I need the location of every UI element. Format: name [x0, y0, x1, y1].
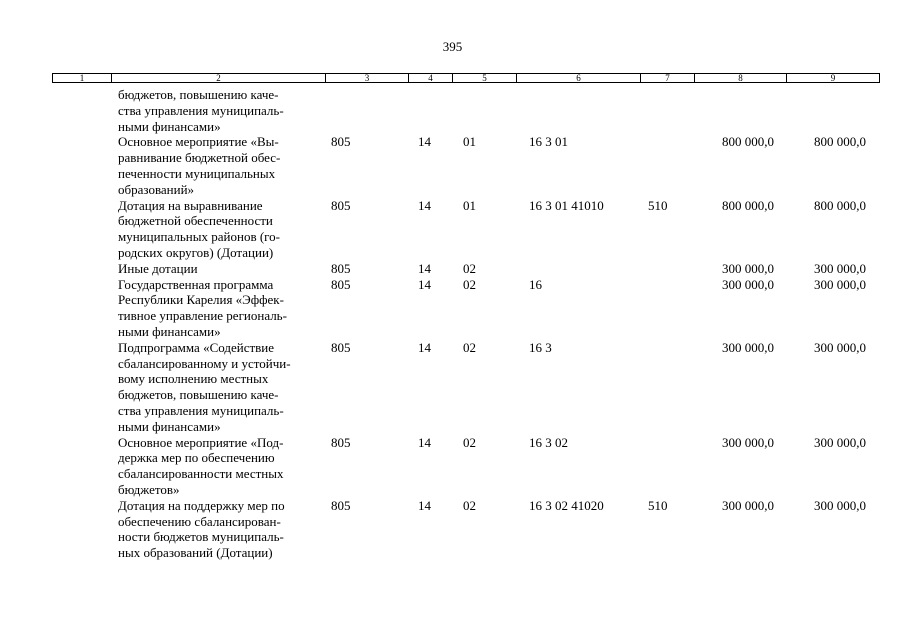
row-name-line: печенности муниципальных: [118, 165, 276, 181]
column-header-2: 2: [112, 74, 326, 82]
cell-c5: 02: [463, 276, 476, 292]
row-name-line: Дотация на поддержку мер по: [118, 497, 285, 513]
cell-c5: 02: [463, 260, 476, 276]
cell-c9: 800 000,0: [814, 134, 866, 150]
column-header-6: 6: [517, 74, 641, 82]
cell-c9: 300 000,0: [814, 276, 866, 292]
row-name-line: Иные дотации: [118, 260, 198, 276]
cell-c6: 16 3 01: [529, 134, 568, 150]
cell-c8: 800 000,0: [722, 197, 774, 213]
row-name: [118, 340, 291, 435]
row-name-line: держка мер по обеспечению: [118, 450, 275, 466]
row-name-line: вому исполнению местных: [118, 371, 269, 387]
row-name-line: Подпрограмма «Содействие: [118, 339, 275, 355]
cell-c4: 14: [418, 276, 431, 292]
cell-c3: 805: [331, 134, 351, 150]
row-name-line: родских округов) (Дотации): [118, 244, 274, 260]
row-name-line: Государственная программа: [118, 276, 274, 292]
row-name-line: ности бюджетов муниципаль-: [118, 529, 284, 545]
column-header-4: 4: [409, 74, 453, 82]
table-row: [0, 277, 905, 340]
row-name-line: Дотация на выравнивание: [118, 197, 263, 213]
cell-c4: 14: [418, 434, 431, 450]
row-name-line: Основное мероприятие «Под-: [118, 434, 284, 450]
cell-c6: 16 3 02: [529, 434, 568, 450]
row-name-line: бюджетов, повышению каче-: [118, 87, 279, 102]
cell-c5: 02: [463, 497, 476, 513]
cell-c5: 01: [463, 197, 476, 213]
row-name: [118, 435, 283, 498]
cell-c8: 300 000,0: [722, 260, 774, 276]
row-name-line: сбалансированности местных: [118, 466, 284, 482]
cell-c4: 14: [418, 497, 431, 513]
cell-c4: 14: [418, 339, 431, 355]
table-row: [0, 261, 905, 277]
row-name-line: ными финансами»: [118, 118, 221, 134]
column-header-3: 3: [326, 74, 409, 82]
table-row: [0, 87, 905, 134]
cell-c8: 300 000,0: [722, 497, 774, 513]
column-header-row: [52, 73, 880, 83]
cell-c9: 300 000,0: [814, 497, 866, 513]
table-row: [0, 498, 905, 561]
row-name-line: равнивание бюджетной обес-: [118, 150, 281, 166]
cell-c6: 16: [529, 276, 542, 292]
row-name-line: сбалансированному и устойчи-: [118, 355, 291, 371]
row-name: [118, 198, 280, 261]
cell-c3: 805: [331, 434, 351, 450]
column-header-5: 5: [453, 74, 517, 82]
row-name-line: тивное управление региональ-: [118, 308, 287, 324]
column-header-7: 7: [641, 74, 695, 82]
cell-c3: 805: [331, 497, 351, 513]
row-name-line: ными финансами»: [118, 418, 221, 434]
row-name-line: бюджетов, повышению каче-: [118, 387, 279, 403]
table-row: [0, 435, 905, 498]
row-name-line: муниципальных районов (го-: [118, 229, 280, 245]
cell-c9: 300 000,0: [814, 260, 866, 276]
cell-c7: 510: [648, 497, 668, 513]
cell-c6: 16 3 01 41010: [529, 197, 604, 213]
row-name-line: бюджетной обеспеченности: [118, 213, 273, 229]
cell-c4: 14: [418, 134, 431, 150]
cell-c5: 02: [463, 339, 476, 355]
row-name: [118, 277, 287, 340]
cell-c8: 300 000,0: [722, 339, 774, 355]
cell-c4: 14: [418, 260, 431, 276]
row-name-line: ства управления муниципаль-: [118, 402, 284, 418]
cell-c8: 300 000,0: [722, 276, 774, 292]
row-name-line: ных образований (Дотации): [118, 545, 273, 561]
cell-c9: 300 000,0: [814, 339, 866, 355]
column-header-1: 1: [53, 74, 112, 82]
column-header-9: 9: [830, 73, 836, 83]
row-name: [118, 498, 285, 561]
row-name-line: Основное мероприятие «Вы-: [118, 134, 279, 150]
cell-c6: 16 3 02 41020: [529, 497, 604, 513]
cell-c3: 805: [331, 260, 351, 276]
cell-c9: 300 000,0: [814, 434, 866, 450]
cell-c9: 800 000,0: [814, 197, 866, 213]
row-name-line: бюджетов»: [118, 481, 180, 497]
row-name-line: ными финансами»: [118, 323, 221, 339]
row-name: [118, 134, 280, 197]
cell-c5: 02: [463, 434, 476, 450]
table-body: [0, 87, 905, 561]
row-name-line: Республики Карелия «Эффек-: [118, 292, 284, 308]
cell-c4: 14: [418, 197, 431, 213]
page-number: 395: [442, 39, 463, 54]
cell-c7: 510: [648, 197, 668, 213]
column-header-8: 8: [695, 74, 787, 82]
row-name: [118, 261, 198, 277]
cell-c8: 300 000,0: [722, 434, 774, 450]
cell-c3: 805: [331, 339, 351, 355]
row-name-line: ства управления муниципаль-: [118, 102, 284, 118]
cell-c5: 01: [463, 134, 476, 150]
table-row: [0, 340, 905, 435]
cell-c6: 16 3: [529, 339, 552, 355]
cell-c8: 800 000,0: [722, 134, 774, 150]
table-row: [0, 134, 905, 197]
table-row: [0, 198, 905, 261]
row-name-line: обеспечению сбалансирован-: [118, 513, 281, 529]
row-name-line: образований»: [118, 181, 195, 197]
cell-c3: 805: [331, 197, 351, 213]
cell-c3: 805: [331, 276, 351, 292]
row-name: [118, 87, 284, 134]
